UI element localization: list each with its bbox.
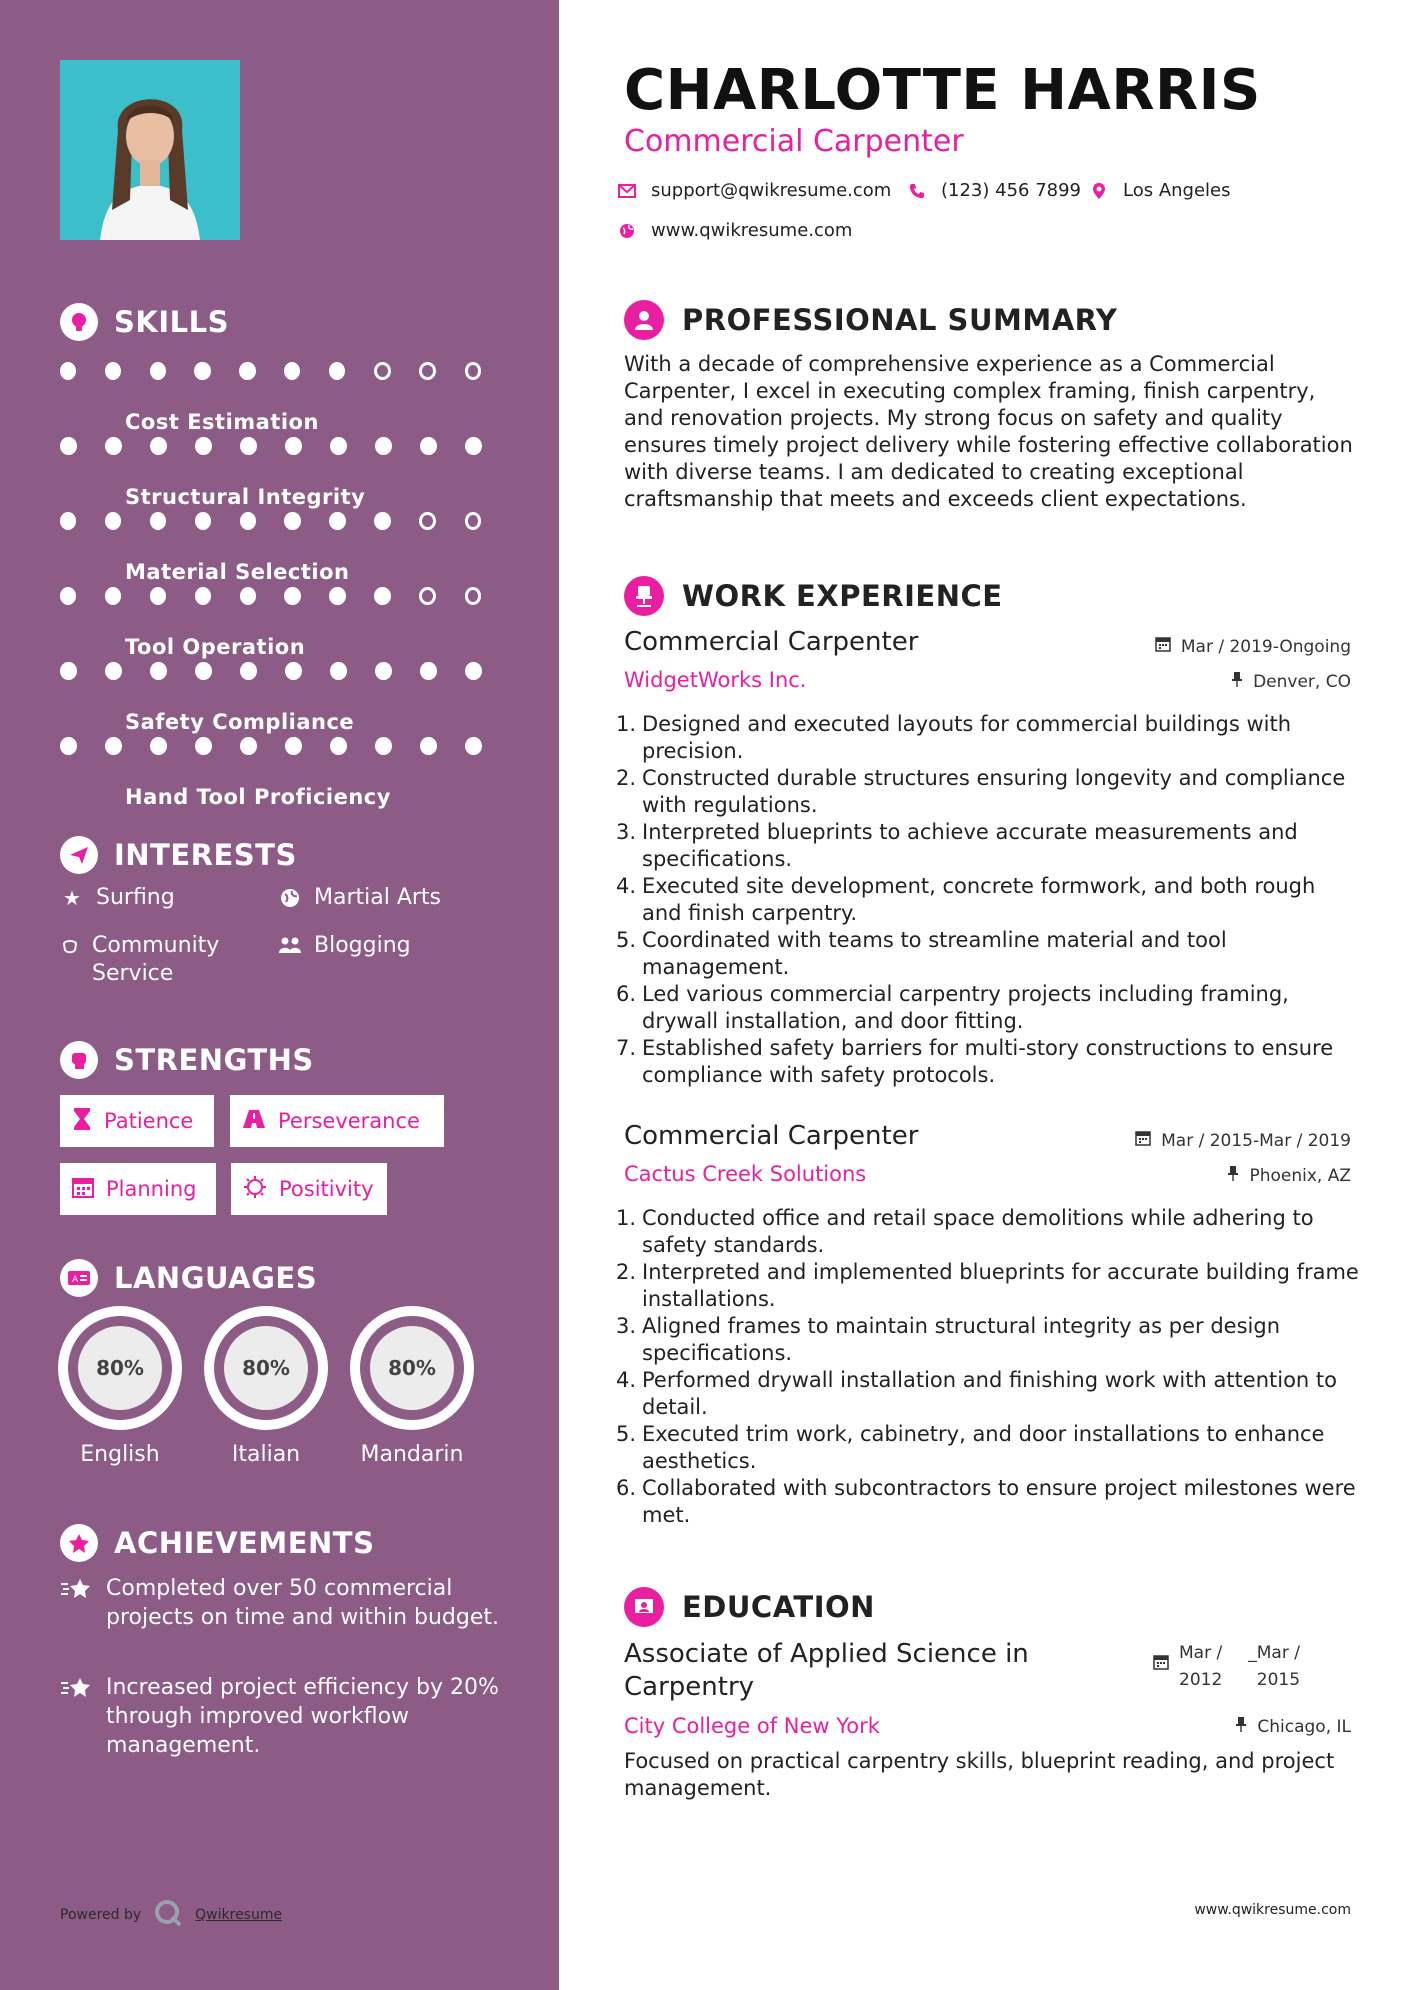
rating-dot-filled (195, 662, 212, 680)
globe-icon (278, 884, 302, 912)
interest-item (60, 884, 175, 912)
language-mandarin (350, 1306, 474, 1467)
rating-dot-filled (240, 437, 257, 455)
skill-name: Material Selection (125, 560, 350, 584)
end-year: 2015 (1256, 1670, 1301, 1690)
rating-dot-filled (284, 362, 300, 380)
rating-dot-filled (375, 437, 392, 455)
start-year: 2012 (1179, 1670, 1223, 1690)
rating-dot-filled (150, 587, 166, 605)
end-month: Mar / (1256, 1643, 1300, 1663)
fist-icon (60, 1041, 98, 1079)
location-text: Chicago, IL (1257, 1716, 1351, 1737)
job-dates (1135, 1130, 1351, 1151)
rating-dot-filled (285, 662, 302, 680)
skill-name: Hand Tool Proficiency (125, 785, 391, 809)
strength-chip (60, 1095, 214, 1147)
start-month: Mar / (1179, 1643, 1223, 1663)
education-title: EDUCATION (682, 1590, 875, 1624)
hourglass-icon (72, 1107, 92, 1135)
job-duty: Aligned frames to maintain structural integrity as per design specifications. (642, 1314, 1280, 1365)
globe-icon (617, 221, 637, 241)
rating-dot-filled (285, 437, 302, 455)
rating-dot-empty (465, 512, 482, 530)
rating-dot-filled (60, 737, 77, 755)
rating-dot-filled (60, 512, 76, 530)
interests-title: INTERESTS (114, 838, 297, 872)
paper-plane-icon (60, 836, 98, 874)
skills-title: SKILLS (114, 305, 229, 339)
dates-text: Mar / 2015-Mar / 2019 (1161, 1130, 1351, 1151)
candidate-name: CHARLOTTE HARRIS (624, 58, 1261, 123)
graduation-icon (624, 1587, 664, 1627)
summary-heading (624, 300, 1117, 340)
job-title: Commercial Carpenter (624, 1121, 919, 1151)
skill-name: Cost Estimation (125, 410, 319, 434)
rating-dot-filled (329, 587, 345, 605)
achievement-text: Completed over 50 commercial projects on time and within budget. (106, 1576, 500, 1630)
degree-line: Associate of Applied Science in (624, 1639, 1029, 1669)
language-level: 80% (78, 1326, 162, 1410)
shooting-star-icon (60, 1574, 92, 1632)
skill-item (60, 502, 510, 584)
strengths-title: STRENGTHS (114, 1043, 314, 1077)
skill-item (60, 652, 510, 734)
job-duty: Interpreted blueprints to achieve accurate measurements and specifications. (642, 820, 1298, 871)
languages-heading (60, 1259, 317, 1297)
language-name: Italian (231, 1442, 301, 1467)
skill-rating (60, 737, 510, 755)
rating-dot-filled (465, 662, 482, 680)
rating-dot-filled (105, 662, 122, 680)
skill-name: Structural Integrity (125, 485, 366, 509)
company-name: Cactus Creek Solutions (624, 1162, 867, 1186)
powered-by (60, 1898, 282, 1932)
rating-dot-filled (330, 737, 347, 755)
job-duties-list (624, 711, 1359, 1089)
skill-name: Safety Compliance (125, 710, 355, 734)
rating-dot-filled (105, 737, 122, 755)
pushpin-icon (1231, 671, 1243, 692)
job-duty: Designed and executed layouts for commercial buildings with precision. (642, 712, 1292, 763)
language-ring (204, 1306, 328, 1430)
rating-dot-filled (465, 437, 482, 455)
rating-dot-filled (195, 587, 211, 605)
interest-label: Blogging (314, 933, 411, 958)
pushpin-icon (1227, 1165, 1239, 1186)
rating-dot-filled (240, 737, 257, 755)
rating-dot-filled (240, 587, 256, 605)
skill-item (60, 352, 510, 434)
phone-icon (907, 181, 927, 201)
strength-label: Positivity (279, 1177, 374, 1201)
skill-item (60, 427, 510, 509)
rating-dot-filled (374, 512, 390, 530)
language-ring (58, 1306, 182, 1430)
language-ring (350, 1306, 474, 1430)
interest-label: Surfing (96, 885, 175, 910)
interest-item (278, 932, 411, 960)
rating-dot-empty (419, 362, 436, 380)
date-separator: _ (1248, 1643, 1257, 1663)
languages-title: LANGUAGES (114, 1261, 318, 1295)
job-duties-list (624, 1205, 1359, 1529)
rating-dot-filled (374, 587, 390, 605)
rating-dot-filled (465, 737, 482, 755)
job-dates (1155, 636, 1351, 657)
location-text: Denver, CO (1253, 671, 1351, 692)
job-duty: Collaborated with subcontractors to ensure project milestones were met. (642, 1476, 1356, 1527)
interests-heading (60, 836, 297, 874)
group-icon (278, 932, 302, 960)
rating-dot-filled (285, 737, 302, 755)
job-duty: Established safety barriers for multi-story constructions to ensure compliance with safety protocols. (642, 1036, 1334, 1087)
email-text[interactable]: support@qwikresume.com (651, 180, 892, 201)
pushpin-icon (1235, 1716, 1247, 1737)
interest-item (60, 932, 260, 988)
profile-photo (60, 60, 240, 240)
achievements-heading (60, 1524, 374, 1562)
job-location (1231, 671, 1351, 692)
interest-label: Martial Arts (314, 885, 442, 910)
calendar-icon (1135, 1130, 1151, 1151)
skill-name: Tool Operation (125, 635, 306, 659)
contact-email (617, 180, 891, 201)
rating-dot-filled (284, 587, 300, 605)
rating-dot-filled (239, 362, 255, 380)
rating-dot-empty (465, 362, 482, 380)
language-level: 80% (224, 1326, 308, 1410)
rating-dot-empty (419, 512, 436, 530)
rating-dot-filled (195, 512, 211, 530)
job-location (1227, 1165, 1351, 1186)
location-text: Phoenix, AZ (1249, 1165, 1351, 1186)
candidate-role: Commercial Carpenter (624, 124, 964, 159)
dates-text: Mar / 2019-Ongoing (1180, 636, 1351, 657)
rating-dot-empty (465, 587, 482, 605)
education-heading (624, 1587, 875, 1627)
language-name: Mandarin (360, 1442, 464, 1467)
rating-dot-empty (374, 362, 391, 380)
main-content (559, 0, 1407, 1990)
job-duty: Coordinated with teams to streamline material and tool management. (642, 928, 1227, 979)
school-name: City College of New York (624, 1714, 880, 1738)
job-duty: Conducted office and retail space demolitions while adhering to safety standards. (642, 1206, 1314, 1257)
rating-dot-filled (150, 662, 167, 680)
calendar-icon (1155, 636, 1171, 657)
rating-dot-filled (60, 662, 77, 680)
calendar-icon (1153, 1640, 1169, 1694)
road-icon (242, 1109, 266, 1133)
skill-rating (60, 512, 510, 530)
education-location (1235, 1716, 1351, 1737)
education-dates (1153, 1640, 1300, 1694)
qwikresume-link[interactable]: Qwikresume (195, 1907, 283, 1923)
language-italian (204, 1306, 328, 1467)
strength-label: Planning (106, 1177, 197, 1201)
strength-chip (60, 1163, 216, 1215)
rating-dot-filled (105, 362, 121, 380)
user-icon (624, 300, 664, 340)
location-pin-icon (1089, 181, 1109, 201)
skill-item (60, 577, 510, 659)
rating-dot-filled (330, 437, 347, 455)
rating-dot-filled (195, 437, 212, 455)
summary-text: With a decade of comprehensive experience as a Commercial Carpenter, I excel in executing complex framing, finish carpentry, and renovation projects. My strong focus on safety and quality ensures timely project delivery while fostering effective collaboration with diverse teams. I am dedicated to creating exceptional craftsmanship that meets and exceeds client expectations. (624, 352, 1353, 511)
powered-by-label: Powered by (60, 1907, 142, 1923)
rating-dot-filled (284, 512, 300, 530)
language-name: English (80, 1442, 160, 1467)
strength-label: Perseverance (278, 1109, 420, 1133)
job-duty: Led various commercial carpentry projects including framing, drywall installation, and door fitting. (642, 982, 1289, 1033)
rating-dot-filled (150, 512, 166, 530)
job-duty: Interpreted and implemented blueprints for accurate building frame installations. (642, 1260, 1359, 1311)
skill-rating (60, 587, 510, 605)
experience-title: WORK EXPERIENCE (682, 579, 1003, 613)
shooting-star-icon (60, 1673, 92, 1760)
degree-line: Carpentry (624, 1672, 755, 1702)
contact-phone (907, 180, 1081, 201)
skill-rating (60, 437, 510, 455)
language-card-icon (60, 1259, 98, 1297)
language-english (58, 1306, 182, 1467)
strengths-heading (60, 1041, 314, 1079)
phone-text: (123) 456 7899 (941, 180, 1082, 201)
job-duty: Performed drywall installation and finishing work with attention to detail. (642, 1368, 1337, 1419)
skill-rating (60, 662, 510, 680)
lightbulb-icon (60, 303, 98, 341)
language-level: 80% (370, 1326, 454, 1410)
rating-dot-filled (375, 662, 392, 680)
rating-dot-filled (105, 437, 122, 455)
achievement-item (60, 1574, 500, 1632)
end-date (1248, 1640, 1300, 1694)
achievement-item (60, 1673, 500, 1760)
education-text: Focused on practical carpentry skills, blueprint reading, and project management. (624, 1749, 1335, 1800)
rating-dot-filled (240, 512, 256, 530)
contact-website (617, 220, 852, 241)
summary-title: PROFESSIONAL SUMMARY (682, 303, 1118, 337)
job-duty: Executed trim work, cabinetry, and door installations to enhance aesthetics. (642, 1422, 1325, 1473)
strength-chip (230, 1095, 444, 1147)
rating-dot-filled (329, 512, 345, 530)
star-icon: ★ (63, 886, 81, 910)
rating-dot-filled (420, 737, 437, 755)
rating-dot-filled (60, 362, 76, 380)
rating-dot-filled (240, 662, 257, 680)
achievement-text: Increased project efficiency by 20% through improved workflow management. (106, 1675, 499, 1758)
qwikresume-logo-icon (153, 1898, 183, 1932)
achievements-title: ACHIEVEMENTS (114, 1526, 375, 1560)
rating-dot-filled (60, 587, 76, 605)
rating-dot-filled (60, 437, 77, 455)
rating-dot-empty (419, 587, 436, 605)
footer-url[interactable]: www.qwikresume.com (1194, 1902, 1351, 1918)
experience-heading (624, 576, 1003, 616)
profile-photo-illustration (60, 60, 240, 240)
star-badge-icon (60, 1524, 98, 1562)
rating-dot-filled (375, 737, 392, 755)
location-text: Los Angeles (1123, 180, 1231, 201)
strength-chip (231, 1163, 387, 1215)
start-date (1179, 1640, 1222, 1694)
svg-text:A: A (72, 1275, 79, 1285)
envelope-icon (617, 181, 637, 201)
skill-item (60, 727, 510, 809)
website-text[interactable]: www.qwikresume.com (651, 220, 853, 241)
skill-rating (60, 362, 510, 380)
hand-icon (60, 932, 80, 960)
rating-dot-filled (150, 737, 167, 755)
rating-dot-filled (105, 587, 121, 605)
interest-item (278, 884, 441, 912)
rating-dot-filled (329, 362, 345, 380)
rating-dot-filled (330, 662, 347, 680)
calendar-icon (72, 1176, 94, 1202)
rating-dot-filled (194, 362, 210, 380)
skills-heading (60, 303, 229, 341)
degree-title (624, 1638, 1029, 1704)
sun-icon (243, 1175, 267, 1203)
sidebar (0, 0, 559, 1990)
job-duty: Executed site development, concrete formwork, and both rough and finish carpentry. (642, 874, 1316, 925)
job-duty: Constructed durable structures ensuring longevity and compliance with regulations. (642, 766, 1346, 817)
rating-dot-filled (105, 512, 121, 530)
rating-dot-filled (195, 737, 212, 755)
rating-dot-filled (150, 437, 167, 455)
company-name: WidgetWorks Inc. (624, 668, 807, 692)
strength-label: Patience (104, 1109, 194, 1133)
rating-dot-filled (420, 662, 437, 680)
office-chair-icon (624, 576, 664, 616)
contact-location (1089, 180, 1231, 201)
interest-label: Community Service (92, 933, 220, 986)
rating-dot-filled (420, 437, 437, 455)
rating-dot-filled (150, 362, 166, 380)
job-title: Commercial Carpenter (624, 627, 919, 657)
